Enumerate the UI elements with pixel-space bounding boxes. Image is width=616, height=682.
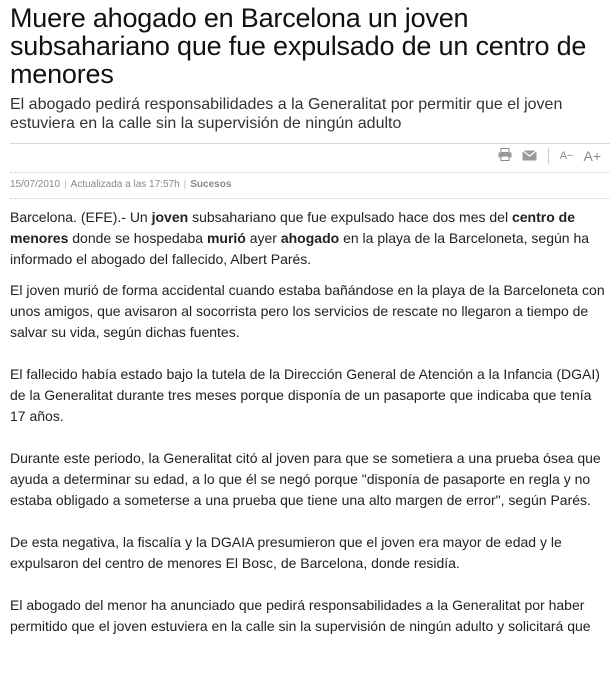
meta-separator: |: [183, 179, 187, 190]
bold-keyword: centro de menores: [10, 209, 575, 246]
paragraph-1: [10, 207, 610, 270]
paragraph-3: El fallecido había estado bajo la tutela de la Dirección General de Atención a la Infancia (DGAI) de la Generalitat durante tres meses porque disponía de un pasaporte que indicaba que tenía 17 años.: [10, 366, 600, 424]
envelope-icon[interactable]: [517, 149, 542, 164]
font-smaller-button[interactable]: A−: [559, 150, 574, 162]
meta-divider: [10, 198, 610, 199]
headline: Muere ahogado en Barcelona un joven subsahariano que fue expulsado de un centro de menores: [10, 3, 587, 89]
article: [0, 4, 610, 637]
text-run: donde se hospedaba: [68, 230, 207, 246]
text-run: en la playa de la Barceloneta, según ha informado el abogado del fallecido, Albert Parés.: [10, 230, 590, 267]
section-link[interactable]: Sucesos: [190, 179, 232, 190]
article-body: [10, 207, 610, 637]
article-toolbar: [10, 143, 610, 172]
text-run: Barcelona. (EFE).- Un: [10, 209, 152, 225]
subtitle: El abogado pedirá responsabilidades a la Generalitat por permitir que el joven estuviera en la calle sin la supervisión de ningún adulto: [10, 96, 563, 132]
paragraph-5: De esta negativa, la fiscalía y la DGAIA presumieron que el joven era mayor de edad y le expulsaron del centro de menores El Bosc, de Barcelona, donde residía.: [10, 534, 562, 571]
article-meta: [10, 172, 610, 196]
bold-keyword: ahogado: [280, 230, 340, 246]
toolbar-divider: [548, 148, 549, 164]
meta-separator: |: [64, 179, 67, 190]
paragraph-4: Durante este periodo, la Generalitat citó al joven para que se sometiera a una prueba ósea que ayuda a determinar su edad, a lo que él se negó porque "disponía de pasaporte en regla y no estaba obligado a someterse a una prueba que tiene una alto margen de error", según Parés.: [10, 450, 601, 508]
bold-keyword: joven: [151, 209, 189, 225]
text-run: ayer: [245, 230, 281, 246]
bold-keyword: murió: [206, 230, 246, 246]
paragraph-2: El joven murió de forma accidental cuando estaba bañándose en la playa de la Barceloneta con unos amigos, que avisaron al socorrista pero los servicios de rescate no llegaron a tiempo de salvar su vida, según dichas fuentes.: [10, 282, 605, 340]
font-larger-button[interactable]: A+: [583, 148, 601, 164]
print-icon[interactable]: [493, 148, 517, 164]
publish-date: 15/07/2010: [10, 179, 61, 190]
tools-group: [493, 148, 606, 164]
updated-time: Actualizada a las 17:57h: [70, 179, 180, 190]
paragraph-6: El abogado del menor ha anunciado que pedirá responsabilidades a la Generalitat por haber permitido que el joven estuviera en la calle sin la supervisión de ningún adulto y solicitará que: [10, 597, 591, 634]
text-run: subsahariano que fue expulsado hace dos mes del: [188, 209, 512, 225]
